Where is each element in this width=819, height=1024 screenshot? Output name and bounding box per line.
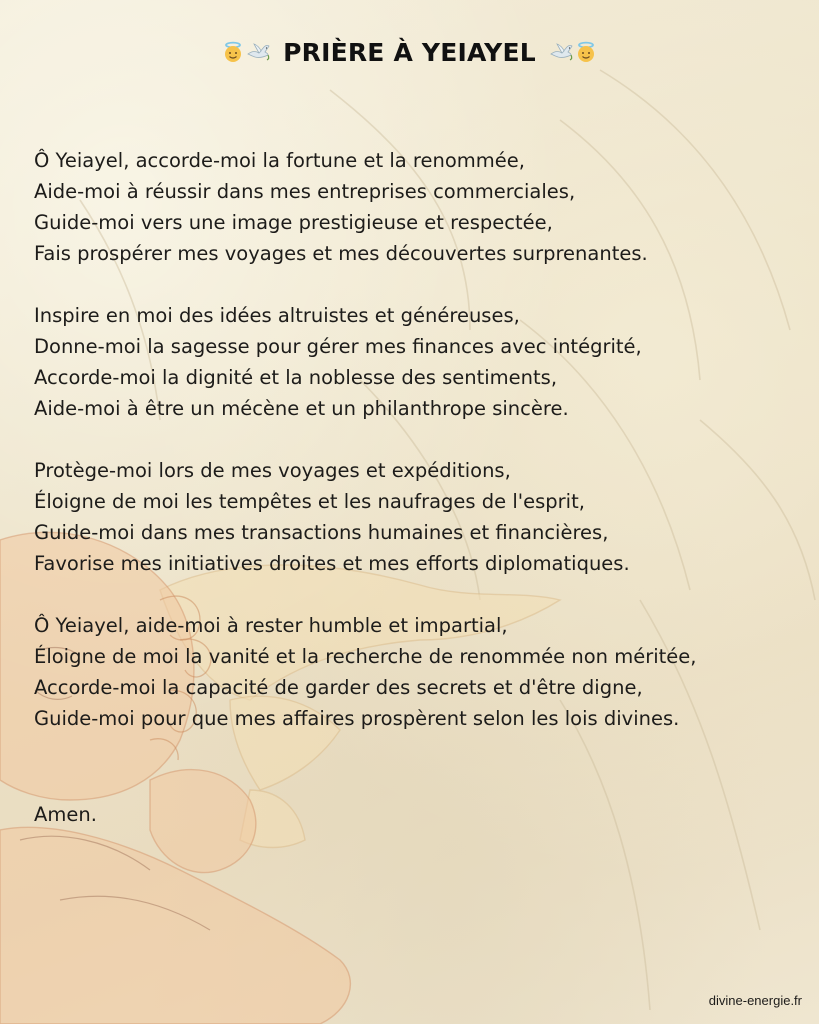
verse-line: Favorise mes initiatives droites et mes efforts diplomatiques.	[34, 552, 630, 575]
stanza-3	[34, 455, 794, 579]
title-right-ornament	[548, 41, 597, 63]
verse-line: Fais prospérer mes voyages et mes découvertes surprenantes.	[34, 242, 648, 265]
stanza-2	[34, 300, 794, 424]
angel-icon	[222, 41, 244, 63]
verse-line: Accorde-moi la dignité et la noblesse des sentiments,	[34, 366, 558, 389]
verse-line: Accorde-moi la capacité de garder des secrets et d'être digne,	[34, 676, 643, 699]
verse-line: Guide-moi dans mes transactions humaines et financières,	[34, 521, 609, 544]
verse-line: Aide-moi à réussir dans mes entreprises commerciales,	[34, 180, 576, 203]
source-watermark: divine-energie.fr	[708, 993, 802, 1008]
angel-icon	[575, 41, 597, 63]
verse-line: Aide-moi à être un mécène et un philanthrope sincère.	[34, 397, 569, 420]
verse-line: Ô Yeiayel, accorde-moi la fortune et la renommée,	[34, 149, 525, 172]
prayer-body	[34, 145, 794, 765]
verse-line: Guide-moi vers une image prestigieuse et respectée,	[34, 211, 553, 234]
dove-icon	[245, 41, 271, 63]
verse-line: Éloigne de moi la vanité et la recherche de renommée non méritée,	[34, 645, 697, 668]
dove-icon	[548, 41, 574, 63]
stanza-4	[34, 610, 794, 734]
verse-line: Inspire en moi des idées altruistes et généreuses,	[34, 304, 520, 327]
verse-line: Éloigne de moi les tempêtes et les naufrages de l'esprit,	[34, 490, 585, 513]
verse-line: Protège-moi lors de mes voyages et expéditions,	[34, 459, 511, 482]
closing-amen: Amen.	[34, 803, 97, 826]
title-text: PRIÈRE À YEIAYEL	[283, 37, 536, 67]
prayer-title	[0, 30, 819, 74]
verse-line: Ô Yeiayel, aide-moi à rester humble et impartial,	[34, 614, 508, 637]
verse-line: Donne-moi la sagesse pour gérer mes finances avec intégrité,	[34, 335, 642, 358]
verse-line: Guide-moi pour que mes affaires prospèrent selon les lois divines.	[34, 707, 680, 730]
stanza-1	[34, 145, 794, 269]
title-left-ornament	[222, 41, 271, 63]
